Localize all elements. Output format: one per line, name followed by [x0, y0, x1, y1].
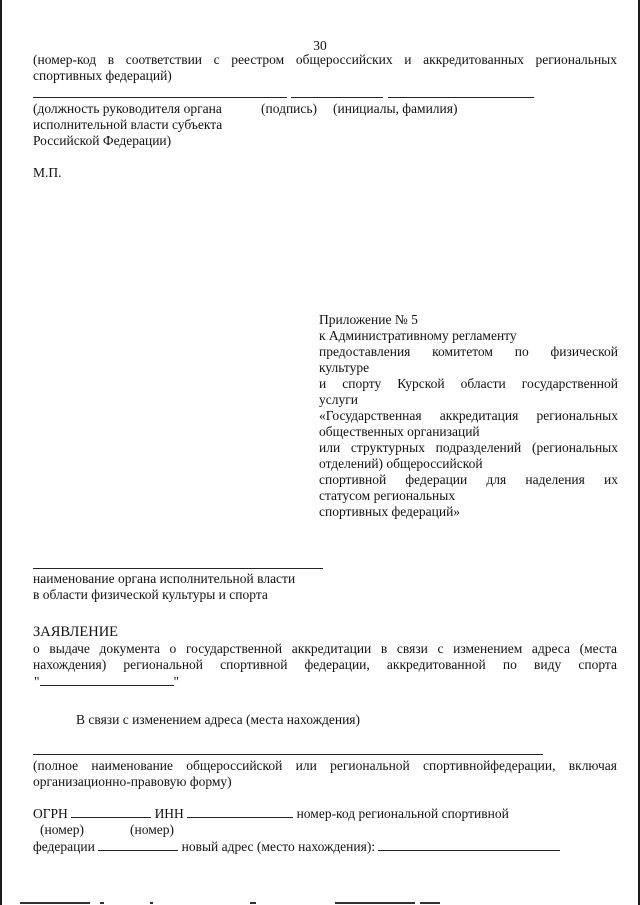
appendix-line: Приложение № 5	[319, 312, 418, 327]
appendix-line: предоставления комитетом по физической	[319, 344, 618, 359]
application-title: ЗАЯВЛЕНИЕ	[33, 624, 119, 640]
sport-blank	[40, 673, 174, 686]
appendix-line: спортивной федерации для наделения их	[319, 472, 618, 487]
number-caption-1: (номер)	[40, 822, 84, 837]
appendix-line: спортивных федераций»	[319, 504, 461, 519]
appendix-block	[319, 312, 618, 520]
appendix-line: статусом региональных	[319, 488, 456, 503]
new-address-blank	[378, 838, 560, 851]
scan-bottom-artifact	[0, 900, 640, 905]
quote-open: "	[34, 674, 40, 689]
signature-position-line	[33, 97, 287, 98]
appendix-line: или структурных подразделений (региональных	[319, 440, 618, 455]
addressee-caption-line2: в области физической культуры и спорта	[33, 587, 268, 602]
appendix-line: «Государственная аккредитация региональных	[319, 408, 618, 423]
stamp-label: М.П.	[33, 165, 62, 180]
signature-label: (подпись)	[261, 101, 318, 116]
ogrn-row	[33, 805, 509, 822]
name-label: (инициалы, фамилия)	[333, 101, 458, 116]
application-subject-line2: нахождения) региональной спортивной федерации, аккредитованной по виду спорта	[33, 657, 617, 672]
signature-name-line	[388, 97, 534, 98]
federation-code-blank	[98, 838, 178, 851]
registry-code-caption-line2: спортивных федераций)	[33, 68, 172, 83]
appendix-line: услуги	[319, 392, 358, 407]
federation-name-caption-line1: (полное наименование общероссийской или региональной спортивнойфедерации, включая	[33, 758, 617, 773]
federation-name-line	[33, 754, 543, 755]
addressee-caption-line1: наименование органа исполнительной власти	[33, 571, 296, 586]
appendix-line: общественных организаций	[319, 424, 480, 439]
application-subject-line1: о выдаче документа о государственной аккредитации в связи с изменением адреса (места	[33, 641, 617, 656]
inn-blank	[187, 805, 293, 818]
scan-left-edge	[0, 0, 2, 905]
code-label: номер-код региональной спортивной	[296, 806, 509, 821]
signature-sign-line	[291, 97, 383, 98]
ogrn-label: ОГРН	[33, 806, 68, 821]
appendix-line: к Административному регламенту	[319, 328, 517, 343]
quote-close: "	[173, 674, 180, 689]
page-number: 30	[313, 38, 327, 53]
position-label-line: исполнительной власти субъекта	[33, 117, 223, 132]
federation-name-caption-line2: организационно-правовую форму)	[33, 774, 232, 789]
position-label-line: Российской Федерации)	[33, 133, 172, 148]
intro-text: В связи с изменением адреса (места нахождения)	[76, 712, 361, 727]
address-row	[33, 838, 560, 855]
appendix-line: и спорту Курской области государственной	[319, 376, 618, 391]
number-caption-2: (номер)	[130, 822, 174, 837]
position-label	[33, 101, 222, 149]
federation-label: федерации	[33, 839, 95, 854]
appendix-line: отделений) общероссийской	[319, 456, 483, 471]
ogrn-blank	[71, 805, 151, 818]
inn-label: ИНН	[154, 806, 184, 821]
registry-code-caption-line1: (номер-код в соответствии с реестром общероссийских и аккредитованных региональных	[33, 52, 617, 67]
position-label-line: (должность руководителя органа	[33, 101, 222, 116]
addressee-line	[33, 568, 323, 569]
appendix-line: культуре	[319, 360, 370, 375]
new-address-label: новый адрес (место нахождения):	[181, 839, 376, 854]
sport-field	[34, 673, 179, 690]
